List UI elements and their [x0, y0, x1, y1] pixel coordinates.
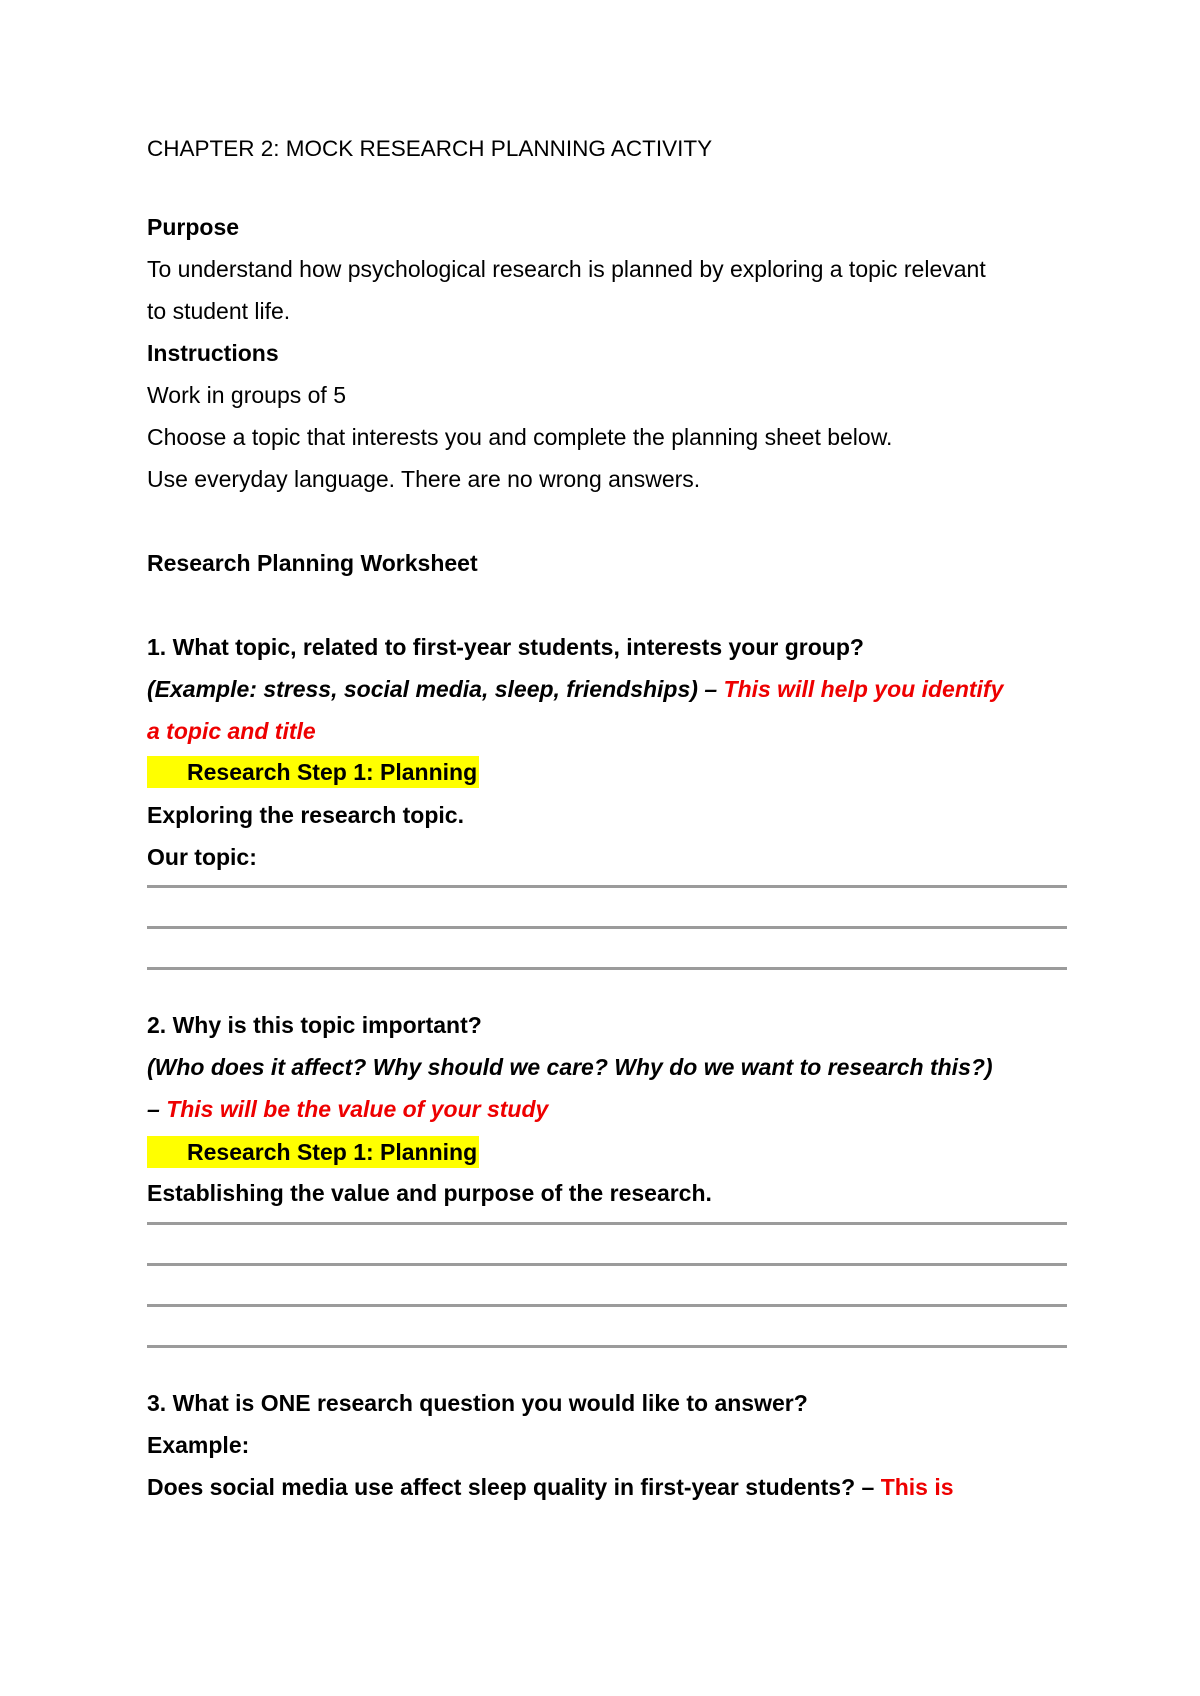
question-1-example-text: (Example: stress, social media, sleep, friendships) –: [147, 676, 724, 702]
question-2-dash: –: [147, 1096, 167, 1122]
question-2-description: Establishing the value and purpose of the research.: [147, 1180, 712, 1206]
answer-line: [147, 1222, 1067, 1225]
answer-line: [147, 1263, 1067, 1266]
instructions-heading: Instructions: [147, 340, 279, 366]
question-2: 2. Why is this topic important?: [147, 1012, 482, 1038]
question-3-example-line: [147, 1472, 1077, 1502]
answer-line: [147, 1304, 1067, 1307]
question-1-note: This will help you identify: [723, 676, 1004, 702]
worksheet-heading: Research Planning Worksheet: [147, 550, 478, 576]
research-step-highlight: Research Step 1: Planning: [147, 756, 479, 788]
purpose-heading: Purpose: [147, 214, 240, 240]
question-3: 3. What is ONE research question you would like to answer?: [147, 1390, 808, 1416]
question-3-note: This is: [880, 1474, 954, 1500]
answer-line: [147, 967, 1067, 970]
question-2-note: This will be the value of your study: [166, 1096, 549, 1122]
question-1-example: [147, 674, 1077, 704]
instruction-item: Choose a topic that interests you and complete the planning sheet below.: [147, 424, 893, 450]
instruction-item: Use everyday language. There are no wrong answers.: [147, 466, 701, 492]
page-title: CHAPTER 2: MOCK RESEARCH PLANNING ACTIVITY: [147, 136, 713, 161]
purpose-text-line-2: to student life.: [147, 298, 291, 324]
purpose-text-line-1: To understand how psychological research is planned by exploring a topic relevant: [147, 256, 986, 282]
answer-line: [147, 885, 1067, 888]
research-step-highlight: Research Step 1: Planning: [147, 1136, 479, 1168]
instruction-item: Work in groups of 5: [147, 382, 347, 408]
topic-label: Our topic:: [147, 844, 257, 870]
question-1: 1. What topic, related to first-year students, interests your group?: [147, 634, 864, 660]
question-1-note-continued: a topic and title: [147, 718, 316, 744]
question-3-example: Does social media use affect sleep quality in first-year students? –: [147, 1474, 881, 1500]
question-2-example: (Who does it affect? Why should we care? Why do we want to research this?): [147, 1054, 993, 1080]
question-3-example-label: Example:: [147, 1432, 250, 1458]
question-1-description: Exploring the research topic.: [147, 802, 464, 828]
question-2-note-line: [147, 1094, 1077, 1124]
answer-line: [147, 926, 1067, 929]
answer-line: [147, 1345, 1067, 1348]
